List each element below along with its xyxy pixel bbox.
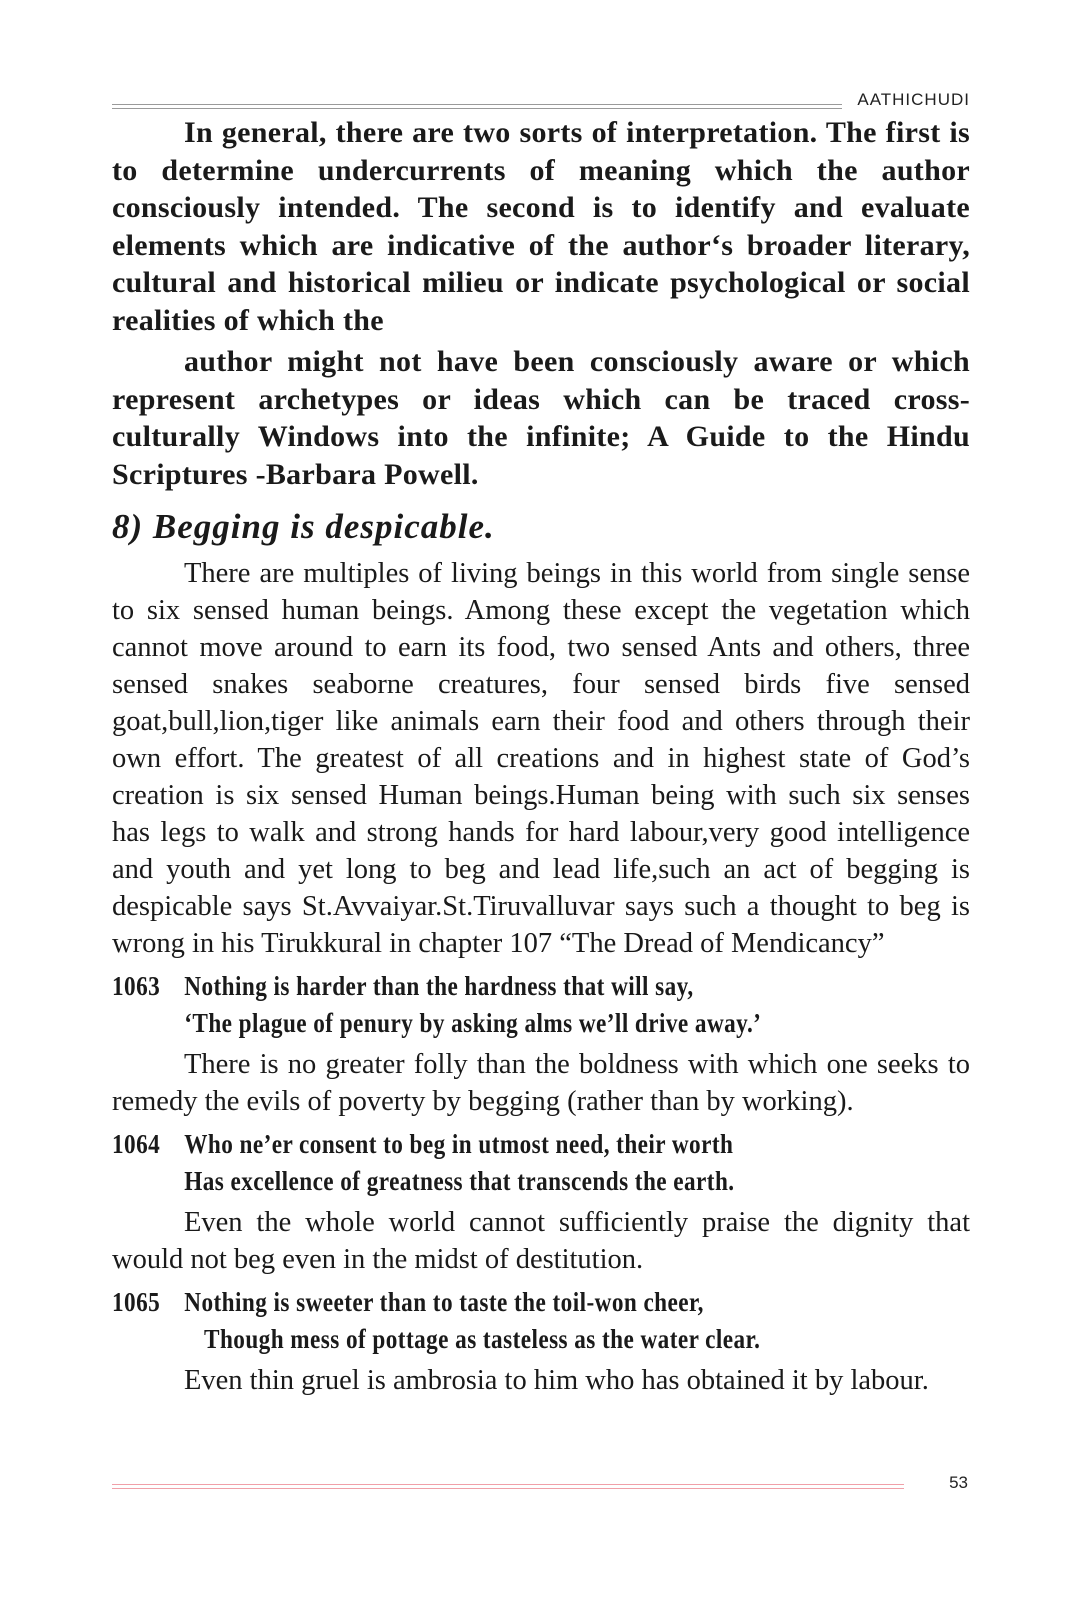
verse-line-1 xyxy=(112,1126,850,1163)
verse-number: 1065 xyxy=(112,1287,161,1317)
verse-line-2: Though mess of pottage as tasteless as the water clear. xyxy=(204,1324,761,1354)
verse-explanation: Even thin gruel is ambrosia to him who has obtained it by labour. xyxy=(184,1365,929,1396)
verse-line-1 xyxy=(112,968,850,1005)
verse-explanation: There is no greater folly than the boldness with which one seeks to remedy the evils of poverty by begging (rather than by working). xyxy=(112,1049,970,1117)
intro-paragraph-2: author might not have been consciously aware or which represent archetypes or ideas which can be traced cross-culturally Windows into the infinite; A Guide to the Hindu Scriptures -Barbara Powell. xyxy=(112,345,970,491)
header-rule xyxy=(112,104,842,112)
verse-1064 xyxy=(112,1126,970,1200)
verse-text: Who ne’er consent to beg in utmost need, their worth xyxy=(184,1129,734,1159)
verse-1065 xyxy=(112,1284,970,1358)
verse-line-2: ‘The plague of penury by asking alms we’ll drive away.’ xyxy=(184,1008,762,1038)
verse-line-2: Has excellence of greatness that transcends the earth. xyxy=(184,1166,735,1196)
verse-explanation: Even the whole world cannot sufficiently praise the dignity that would not beg even in the midst of destitution. xyxy=(112,1207,970,1275)
page-content xyxy=(112,114,970,1399)
verse-line-1 xyxy=(112,1284,850,1321)
verse-number: 1064 xyxy=(112,1129,161,1159)
section-body: There are multiples of living beings in this world from single sense to six sensed human beings. Among these except the vegetation which cannot move around to earn its food, two sensed Ants and others, three sensed snakes seaborne creatures, four sensed birds five sensed goat,bull,lion,tiger like animals earn their food and others through their own effort. The greatest of all creations and in highest state of God’s creation is six sensed Human beings.Human being with such six senses has legs to walk and strong hands for hard labour,very good intelligence and youth and yet long to beg and lead life,such an act of begging is despicable says St.Avvaiyar.St.Tiruvalluvar says such a thought to beg is wrong in his Tirukkural in chapter 107 “The Dread of Mendicancy” xyxy=(112,558,970,959)
page-number: 53 xyxy=(949,1473,968,1492)
verse-1063 xyxy=(112,968,970,1042)
verse-text: Nothing is harder than the hardness that will say, xyxy=(184,971,694,1001)
running-title: AATHICHUDI xyxy=(857,90,970,109)
verse-text: Nothing is sweeter than to taste the toil-won cheer, xyxy=(184,1287,704,1317)
intro-paragraph-1: In general, there are two sorts of interpretation. The first is to determine undercurrents of meaning which the author consciously intended. The second is to identify and evaluate elements which are indicative of the author‘s broader literary, cultural and historical milieu or indicate psychological or social realities of which the xyxy=(112,116,970,337)
footer-rule xyxy=(112,1484,904,1492)
section-heading: 8) Begging is despicable. xyxy=(112,507,495,546)
verse-number: 1063 xyxy=(112,971,161,1001)
